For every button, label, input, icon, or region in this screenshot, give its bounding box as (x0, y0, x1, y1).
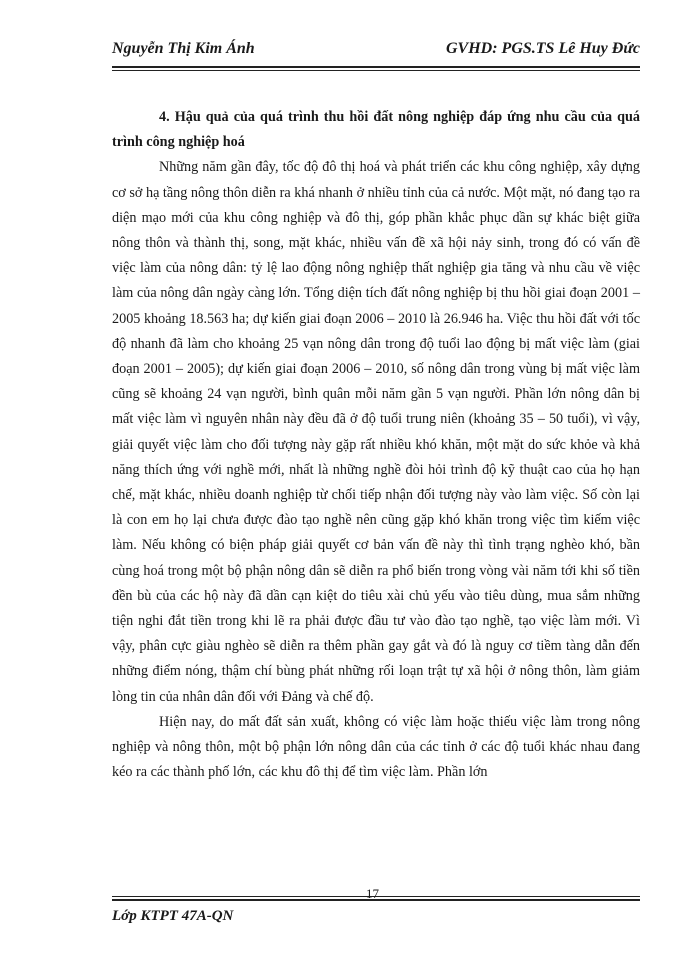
header-advisor: GVHD: PGS.TS Lê Huy Đức (445, 40, 640, 57)
page-number: 17 (366, 886, 379, 901)
header-rule (112, 66, 640, 68)
header-rule-thin (112, 70, 640, 71)
section-heading: 4. Hậu quả của quá trình thu hồi đất nông nghiệp đáp ứng nhu cầu của quá trình công nghiệp hoá (112, 109, 640, 151)
page-body (112, 105, 640, 785)
body-paragraph: Những năm gần đây, tốc độ đô thị hoá và phát triển các khu công nghiệp, xây dựng cơ sở hạ tầng nông thôn diễn ra khá nhanh ở nhiều tỉnh của cả nước. Một mặt, nó đang tạo ra diện mạo mới của khu công nghiệp và đô thị, góp phần khắc phục dần sự khác biệt giữa nông thôn và thành thị, song, mặt khác, nhiều vấn đề xã hội nảy sinh, trong đó có vấn đề việc làm của nông dân: tỷ lệ lao động nông nghiệp thất nghiệp gia tăng và nhu cầu về việc làm của nông dân ngày càng lớn. Tổng diện tích đất nông nghiệp bị thu hồi giai đoạn 2001 – 2005 khoảng 18.563 ha; dự kiến giai đoạn 2006 – 2010 là 26.946 ha. Việc thu hồi đất với tốc độ nhanh đã làm cho khoảng 25 vạn nông dân trong độ tuổi lao động bị mất việc làm (giai đoạn 2001 – 2005); dự kiến giai đoạn 2006 – 2010, số nông dân trong vùng bị mất việc làm cũng sẽ khoảng 24 vạn người, bình quân mỗi năm gần 5 vạn người. Phần lớn nông dân bị mất việc làm vì nguyên nhân này đều đã ở độ tuổi trung niên (khoảng 35 – 50 tuổi), vì vậy, giải quyết việc làm cho đối tượng này gặp rất nhiều khó khăn, một mặt do sức khỏe và khả năng thích ứng với nghề mới, nhất là những nghề đòi hỏi trình độ kỹ thuật cao của họ hạn chế, mặt khác, nhiều doanh nghiệp từ chối tiếp nhận đối tượng này vào làm việc. Số còn lại là con em họ lại chưa được đào tạo nghề nên cũng gặp khó khăn trong việc tìm kiếm việc làm. Nếu không có biện pháp giải quyết cơ bản vấn đề này thì tình trạng nghèo khó, bần cùng hoá trong một bộ phận nông dân sẽ diễn ra phổ biến trong vòng vài năm tới khi số tiền đền bù của các hộ này đã dần cạn kiệt do tiêu xài chủ yếu vào tiêu dùng, mua sắm những tiện nghi đắt tiền trong khi lẽ ra phải được đầu tư vào đào tạo nghề, tạo việc làm mới. Vì vậy, phân cực giàu nghèo sẽ diễn ra thêm phần gay gắt và đó là nguy cơ tiềm tàng dẫn đến những điểm nóng, thậm chí bùng phát những rối loạn trật tự xã hội ở nông thôn, làm giảm lòng tin của nhân dân đối với Đảng và chế độ. (112, 159, 640, 705)
footer-class-label: Lớp KTPT 47A-QN (112, 908, 234, 924)
header-author: Nguyễn Thị Kim Ánh (112, 40, 255, 57)
page-header (112, 40, 640, 64)
body-paragraph: Hiện nay, do mất đất sản xuất, không có việc làm hoặc thiếu việc làm trong nông nghiệp và nông thôn, một bộ phận lớn nông dân của các tỉnh ở các độ tuổi khác nhau đang kéo ra các thành phố lớn, các khu đô thị để tìm việc làm. Phần lớn (112, 713, 640, 781)
